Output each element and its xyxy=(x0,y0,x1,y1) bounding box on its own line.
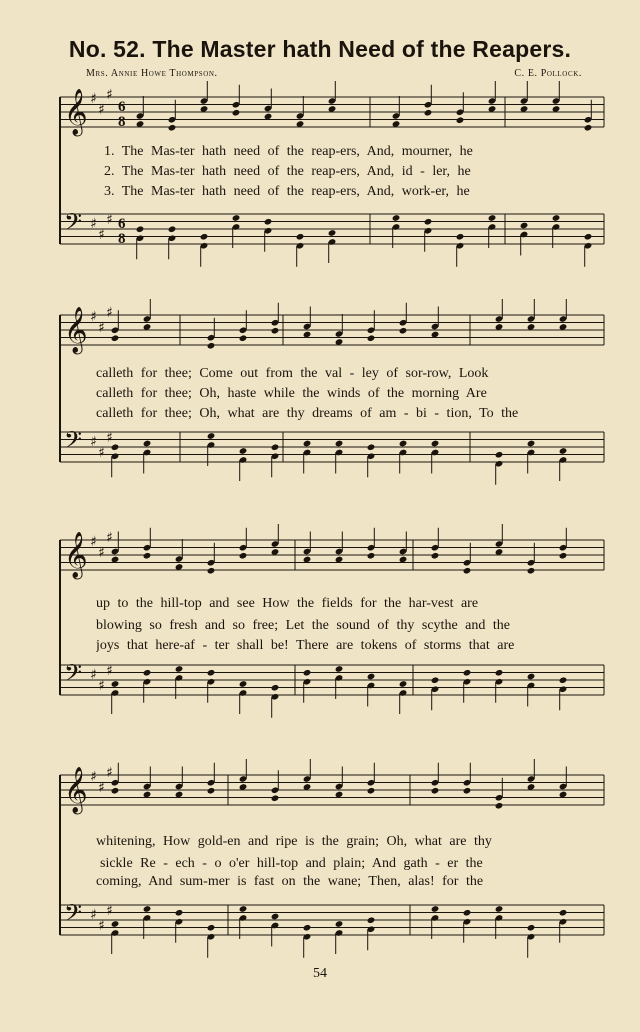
svg-text:6: 6 xyxy=(118,216,126,232)
sharp-icon: ♯ xyxy=(90,434,97,450)
lyric-line: up to the hill-top and see How the fields for the har-vest are xyxy=(96,596,479,611)
sharp-icon: ♯ xyxy=(90,534,97,550)
lyricist-credit: Mrs. Annie Howe Thompson. xyxy=(86,68,218,79)
sharp-icon: ♯ xyxy=(90,907,97,923)
sharp-icon: ♯ xyxy=(106,663,113,679)
sharp-icon: ♯ xyxy=(98,227,105,243)
sharp-icon: ♯ xyxy=(106,87,113,103)
treble-clef-icon: 𝄞 xyxy=(64,89,88,135)
sharp-icon: ♯ xyxy=(98,780,105,796)
lyric-line: 1. The Mas-ter hath need of the reap-ers, And, mourner, he xyxy=(104,144,473,159)
lyric-line: coming, And sum-mer is fast on the wane; Then, alas! for the xyxy=(96,874,484,889)
hymn-title: No. 52. The Master hath Need of the Reapers. xyxy=(68,36,572,62)
bass-clef-icon: 𝄢 xyxy=(64,899,83,932)
sharp-icon: ♯ xyxy=(90,769,97,785)
sharp-icon: ♯ xyxy=(106,530,113,546)
svg-text:8: 8 xyxy=(118,114,126,130)
sharp-icon: ♯ xyxy=(106,212,113,228)
page-number: 54 xyxy=(313,966,327,981)
sharp-icon: ♯ xyxy=(90,91,97,107)
sharp-icon: ♯ xyxy=(98,102,105,118)
sharp-icon: ♯ xyxy=(106,765,113,781)
sharp-icon: ♯ xyxy=(98,678,105,694)
sharp-icon: ♯ xyxy=(90,667,97,683)
bass-clef-icon: 𝄢 xyxy=(64,426,83,459)
sharp-icon: ♯ xyxy=(106,903,113,919)
treble-clef-icon: 𝄞 xyxy=(64,767,88,813)
lyric-line: whitening, How gold-en and ripe is the grain; Oh, what are thy xyxy=(96,834,492,849)
svg-text:6: 6 xyxy=(118,99,126,115)
lyric-line: joys that here-af - ter shall be! There are tokens of storms that are xyxy=(96,638,515,653)
lyric-line: calleth for thee; Oh, what are thy dreams of am - bi - tion, To the xyxy=(96,406,519,421)
sharp-icon: ♯ xyxy=(98,320,105,336)
lyric-line: calleth for thee; Oh, haste while the winds of the morning Are xyxy=(96,386,487,401)
bass-clef-icon: 𝄢 xyxy=(64,659,83,692)
sharp-icon: ♯ xyxy=(90,216,97,232)
sharp-icon: ♯ xyxy=(98,445,105,461)
sharp-icon: ♯ xyxy=(98,545,105,561)
sharp-icon: ♯ xyxy=(106,430,113,446)
treble-clef-icon: 𝄞 xyxy=(64,307,88,353)
svg-text:8: 8 xyxy=(118,231,126,247)
sharp-icon: ♯ xyxy=(98,918,105,934)
lyric-line: blowing so fresh and so free; Let the sound of thy scythe and the xyxy=(96,618,510,633)
composer-credit: C. E. Pollock. xyxy=(514,68,582,79)
lyric-line: sickle Re - ech - o o'er hill-top and plain; And gath - er the xyxy=(100,856,483,871)
treble-clef-icon: 𝄞 xyxy=(64,532,88,578)
lyric-line: calleth for thee; Come out from the val - ley of sor-row, Look xyxy=(96,366,489,381)
lyric-line: 2. The Mas-ter hath need of the reap-ers, And, id - ler, he xyxy=(104,164,471,179)
sharp-icon: ♯ xyxy=(90,309,97,325)
lyric-line: 3. The Mas-ter hath need of the reap-ers, And, work-er, he xyxy=(104,184,470,199)
bass-clef-icon: 𝄢 xyxy=(64,208,83,241)
sharp-icon: ♯ xyxy=(106,305,113,321)
